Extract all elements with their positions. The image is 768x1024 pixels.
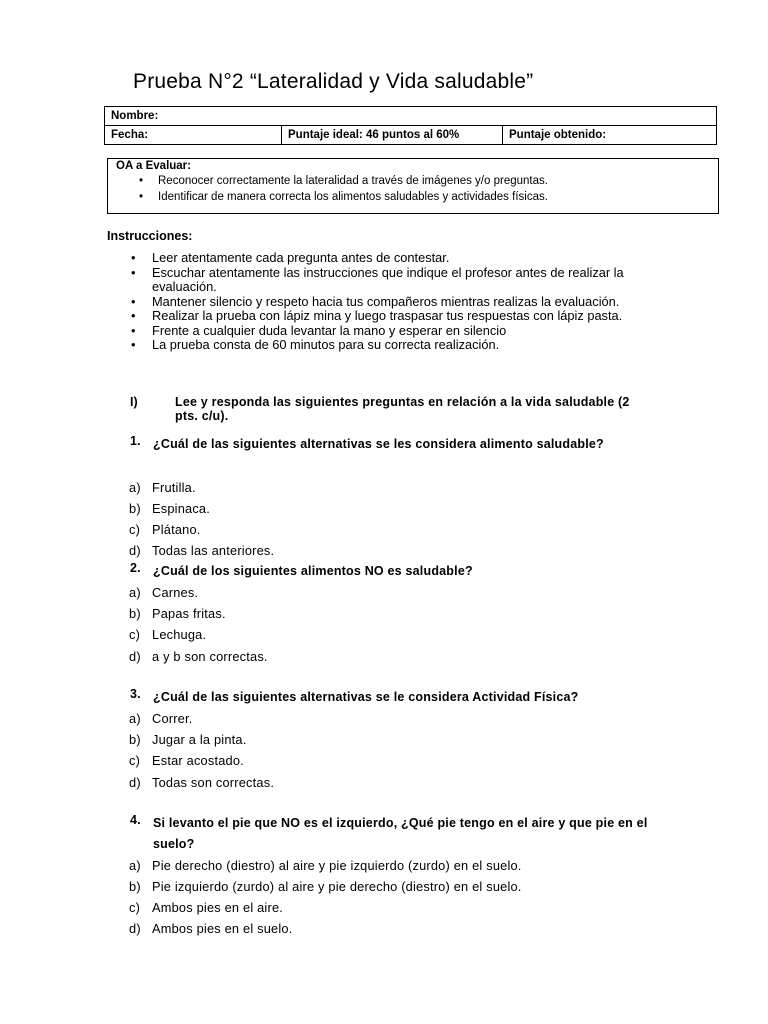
instruction-item: • Escuchar atentamente las instrucciones que indique el profesor antes de realizar la evaluación.: [152, 266, 672, 295]
instruction-item: • Realizar la prueba con lápiz mina y luego traspasar tus respuestas con lápiz pasta.: [152, 309, 672, 324]
question-4: [130, 813, 650, 855]
instructions-title: Instrucciones:: [107, 229, 193, 243]
question-number: 2.: [130, 561, 141, 575]
option-1d[interactable]: [129, 543, 274, 558]
student-info-table: [104, 106, 717, 145]
oa-list: [116, 173, 710, 205]
option-text: Correr.: [152, 711, 193, 726]
option-4c[interactable]: [129, 900, 283, 915]
option-letter: b): [129, 879, 141, 894]
option-3a[interactable]: [129, 711, 193, 726]
question-2: [130, 561, 650, 582]
option-text: Todas las anteriores.: [152, 543, 275, 558]
instruction-item: • La prueba consta de 60 minutos para su correcta realización.: [152, 338, 672, 353]
option-4d[interactable]: [129, 921, 292, 936]
oa-item: • Identificar de manera correcta los alimentos saludables y actividades físicas.: [158, 189, 710, 205]
option-text: Papas fritas.: [152, 606, 226, 621]
option-letter: b): [129, 732, 141, 747]
option-letter: c): [129, 753, 141, 768]
section-text: Lee y responda las siguientes preguntas en relación a la vida saludable (2 pts. c/u).: [175, 395, 630, 423]
option-3d[interactable]: [129, 775, 274, 790]
option-2a[interactable]: [129, 585, 198, 600]
option-text: Lechuga.: [152, 627, 207, 642]
question-3: [130, 687, 650, 708]
option-letter: d): [129, 921, 141, 936]
option-1c[interactable]: [129, 522, 201, 537]
option-4b[interactable]: [129, 879, 522, 894]
option-letter: b): [129, 606, 141, 621]
puntaje-ideal-cell: Puntaje ideal: 46 puntos al 60%: [282, 126, 503, 145]
option-2d[interactable]: [129, 649, 268, 664]
option-1a[interactable]: [129, 480, 196, 495]
option-letter: a): [129, 711, 141, 726]
oa-box: [107, 158, 719, 214]
option-text: Ambos pies en el aire.: [152, 900, 284, 915]
question-text: ¿Cuál de las siguientes alternativas se les considera alimento saludable?: [153, 437, 604, 451]
nombre-field[interactable]: Nombre:: [105, 107, 717, 126]
option-letter: a): [129, 585, 141, 600]
option-text: Pie izquierdo (zurdo) al aire y pie derecho (diestro) en el suelo.: [152, 879, 522, 894]
option-text: Todas son correctas.: [152, 775, 275, 790]
option-3c[interactable]: [129, 753, 244, 768]
option-letter: b): [129, 501, 141, 516]
oa-title: OA a Evaluar:: [116, 160, 191, 172]
option-letter: a): [129, 858, 141, 873]
option-text: Estar acostado.: [152, 753, 244, 768]
section-heading: [130, 395, 650, 423]
section-number: I): [130, 395, 138, 409]
question-number: 3.: [130, 687, 141, 701]
fecha-field[interactable]: Fecha:: [105, 126, 282, 145]
option-text: Frutilla.: [152, 480, 196, 495]
option-letter: c): [129, 627, 141, 642]
option-2c[interactable]: [129, 627, 206, 642]
option-letter: d): [129, 543, 141, 558]
option-text: Ambos pies en el suelo.: [152, 921, 293, 936]
page-title: Prueba N°2 “Lateralidad y Vida saludable”: [133, 70, 534, 93]
option-letter: d): [129, 649, 141, 664]
question-number: 1.: [130, 434, 141, 448]
question-text: Si levanto el pie que NO es el izquierdo, ¿Qué pie tengo en el aire y que pie en el suelo?: [153, 816, 648, 851]
puntaje-obtenido-field[interactable]: Puntaje obtenido:: [503, 126, 717, 145]
option-text: a y b son correctas.: [152, 649, 268, 664]
option-2b[interactable]: [129, 606, 226, 621]
instruction-item: • Leer atentamente cada pregunta antes de contestar.: [152, 251, 672, 266]
instructions-list: [152, 251, 672, 353]
option-letter: d): [129, 775, 141, 790]
question-text: ¿Cuál de los siguientes alimentos NO es saludable?: [153, 564, 473, 578]
option-4a[interactable]: [129, 858, 522, 873]
option-letter: a): [129, 480, 141, 495]
instruction-item: • Frente a cualquier duda levantar la mano y esperar en silencio: [152, 324, 672, 339]
oa-item: • Reconocer correctamente la lateralidad a través de imágenes y/o preguntas.: [158, 173, 710, 189]
option-text: Pie derecho (diestro) al aire y pie izquierdo (zurdo) en el suelo.: [152, 858, 522, 873]
question-number: 4.: [130, 813, 141, 827]
option-letter: c): [129, 522, 141, 537]
option-text: Carnes.: [152, 585, 199, 600]
option-text: Plátano.: [152, 522, 201, 537]
option-text: Espinaca.: [152, 501, 210, 516]
question-1: [130, 434, 650, 455]
question-text: ¿Cuál de las siguientes alternativas se le considera Actividad Física?: [153, 690, 579, 704]
option-3b[interactable]: [129, 732, 246, 747]
option-1b[interactable]: [129, 501, 210, 516]
instruction-item: • Mantener silencio y respeto hacia tus compañeros mientras realizas la evaluación.: [152, 295, 672, 310]
option-letter: c): [129, 900, 141, 915]
option-text: Jugar a la pinta.: [152, 732, 247, 747]
